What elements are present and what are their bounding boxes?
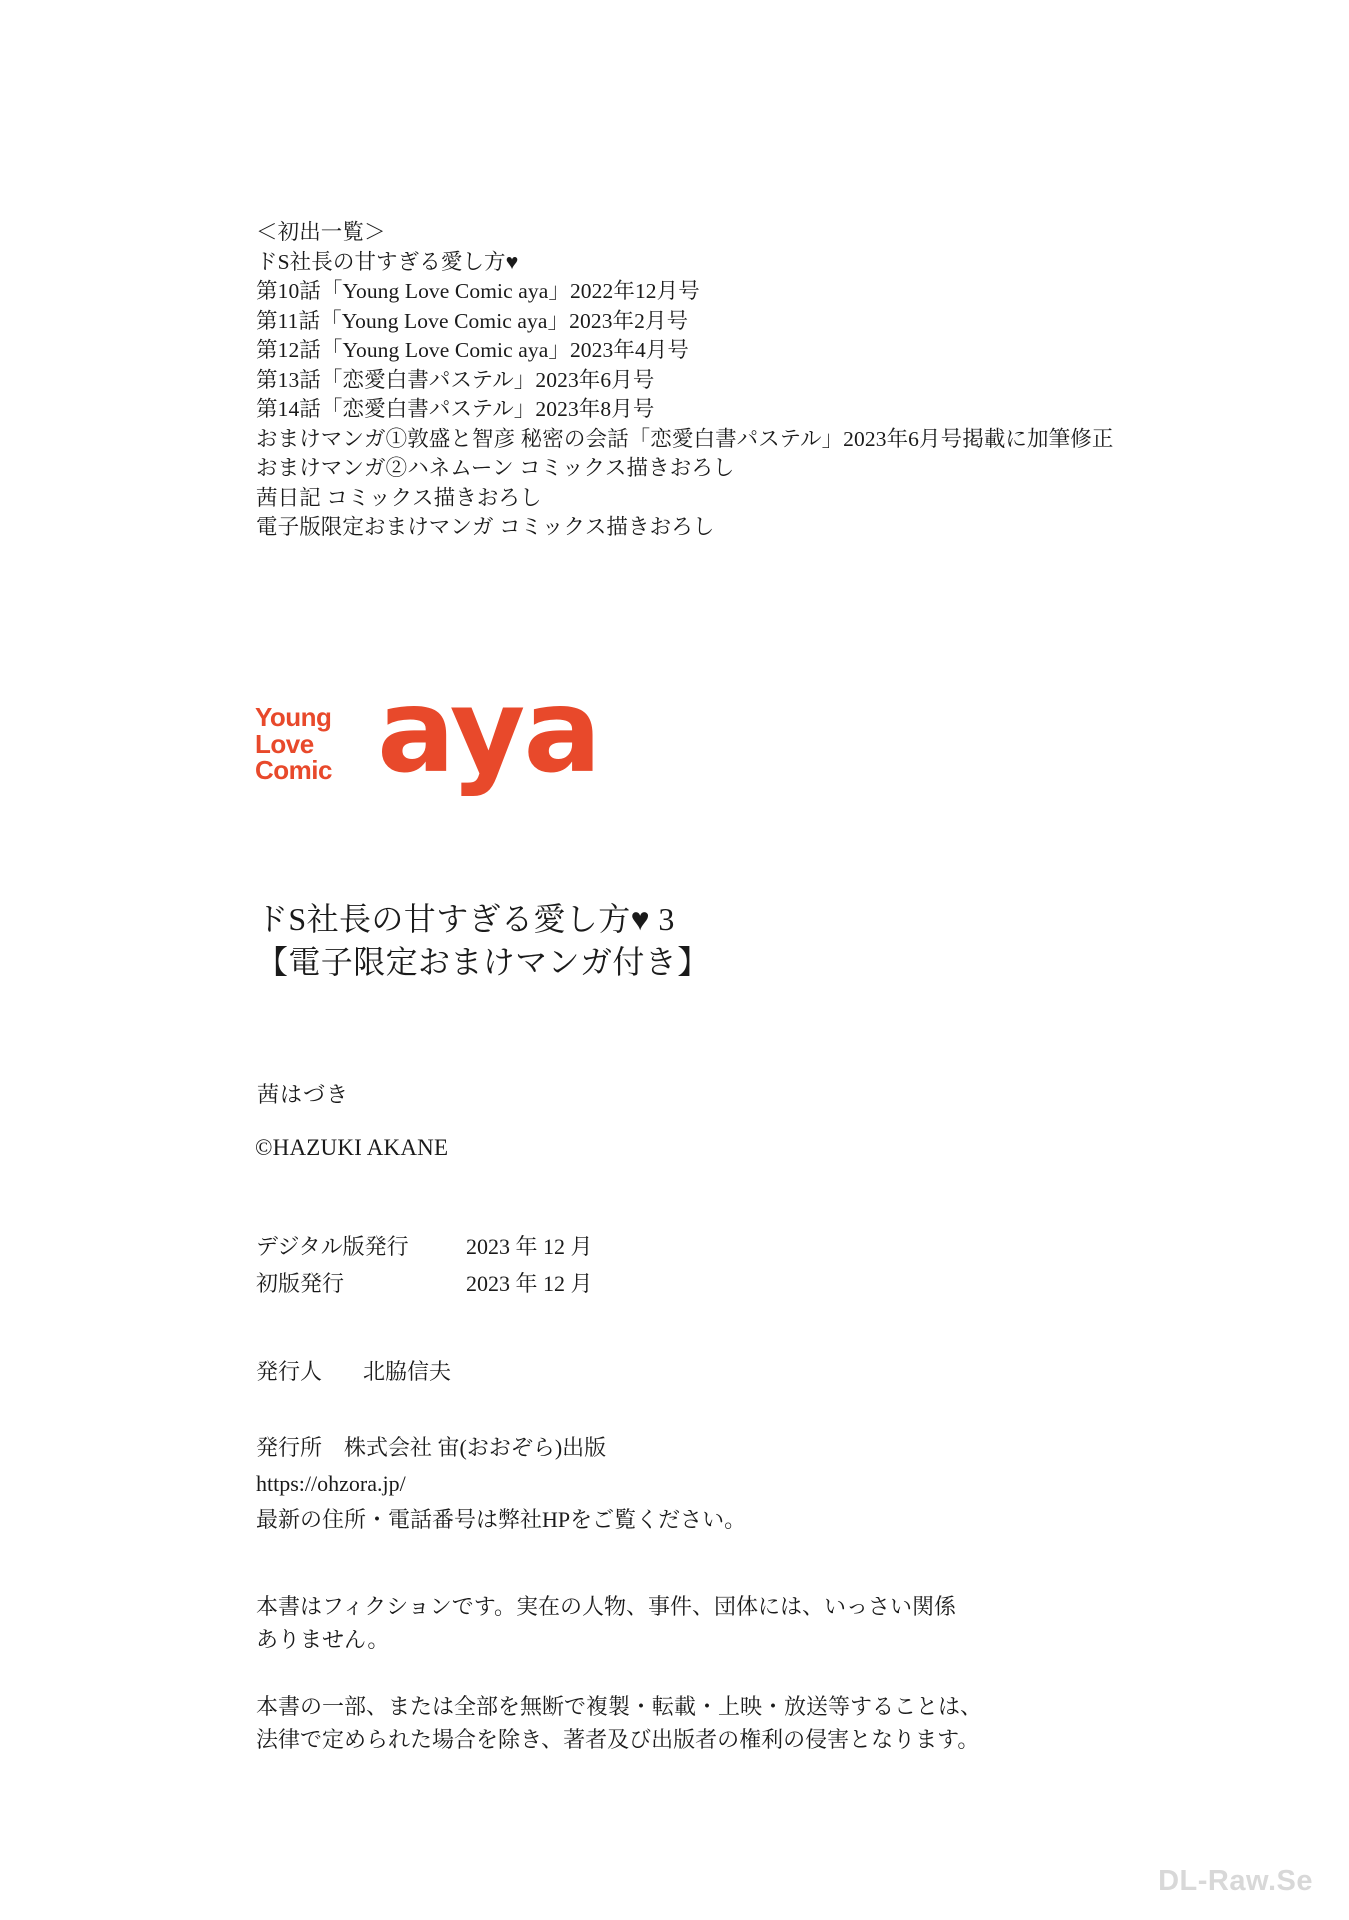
book-title — [256, 898, 1156, 984]
publisher-url[interactable]: https://ohzora.jp/ — [256, 1471, 406, 1496]
copyright-notice-line: 本書の一部、または全部を無断で複製・転載・上映・放送等することは、 — [256, 1694, 983, 1719]
watermark: DL-Raw.Se — [1158, 1865, 1313, 1897]
publisher-contact-note: 最新の住所・電話番号は弊社HPをご覧ください。 — [256, 1507, 747, 1532]
first-appearance-entry: 第11話「Young Love Comic aya」2023年2月号 — [256, 308, 689, 333]
copyright-notice-line: 法律で定められた場合を除き、著者及び出版者の権利の侵害となります。 — [256, 1727, 980, 1752]
publisher-house: 発行所 株式会社 宙(おおぞら)出版 — [256, 1435, 607, 1460]
young-love-comic-aya-logo — [255, 664, 635, 800]
first-appearance-entry: 電子版限定おまけマンガ コミックス描きおろし — [256, 515, 715, 539]
date-label: 初版発行 — [256, 1271, 345, 1296]
author-name-jp: 茜はづき — [257, 1082, 350, 1107]
fiction-notice — [256, 1590, 1106, 1656]
logo-word-young: Young — [255, 702, 332, 732]
date-row — [256, 1265, 856, 1302]
first-appearance-entry: 第14話「恋愛白書パステル」2023年8月号 — [256, 397, 655, 421]
date-value: 2023 年 12 月 — [466, 1234, 593, 1259]
fiction-notice-line: ありません。 — [256, 1627, 390, 1652]
first-appearance-entry: 第12話「Young Love Comic aya」2023年4月号 — [256, 338, 689, 362]
logo-word-love: Love — [255, 728, 314, 759]
date-label: デジタル版発行 — [256, 1234, 409, 1259]
publisher-person — [256, 1355, 451, 1386]
logo-words — [255, 704, 383, 784]
logo-wordmark-aya: aya — [377, 664, 600, 799]
first-appearance-entry: 第13話「恋愛白書パステル」2023年6月号 — [256, 367, 655, 392]
date-value: 2023 年 12 月 — [466, 1271, 593, 1296]
publication-dates — [256, 1228, 856, 1302]
publisher-person-name: 北脇信夫 — [363, 1359, 452, 1384]
first-appearance-entry: おまけマンガ②ハネムーン コミックス描きおろし — [256, 456, 735, 480]
book-title-line-1: ドS社長の甘すぎる愛し方♥ 3 — [256, 901, 675, 937]
date-row — [256, 1228, 856, 1265]
publisher-info — [256, 1430, 1056, 1538]
publisher-person-label: 発行人 — [256, 1359, 323, 1384]
first-appearance-series-title: ドS社長の甘すぎる愛し方♥ — [256, 249, 519, 274]
copyright-notice — [256, 1690, 1136, 1756]
first-appearance-list — [256, 218, 1256, 543]
first-appearance-entry: 第10話「Young Love Comic aya」2022年12月号 — [256, 279, 700, 303]
first-appearance-entry: 茜日記 コミックス描きおろし — [256, 485, 542, 510]
author-copyright-en: ©HAZUKI AKANE — [255, 1135, 449, 1160]
book-title-line-2: 【電子限定おまけマンガ付き】 — [256, 944, 710, 980]
first-appearance-entry: おまけマンガ①敦盛と智彦 秘密の会話「恋愛白書パステル」2023年6月号掲載に加筆修正 — [256, 426, 1114, 451]
fiction-notice-line: 本書はフィクションです。実在の人物、事件、団体には、いっさい関係 — [256, 1594, 957, 1619]
first-appearance-heading: ＜初出一覧＞ — [256, 220, 386, 244]
logo-word-comic: Comic — [255, 755, 332, 785]
